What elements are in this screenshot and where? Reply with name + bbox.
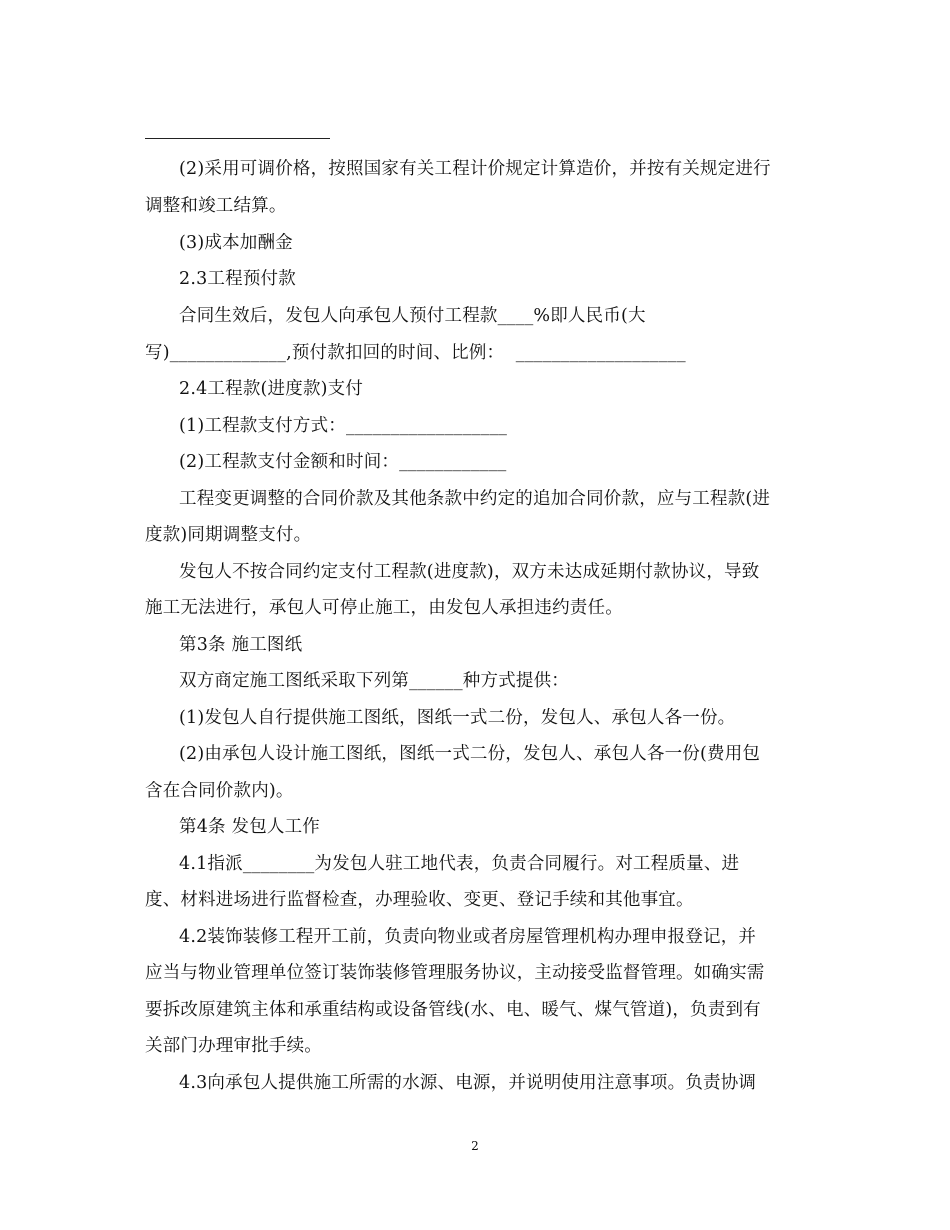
text-line: 度款)同期调整支付。 bbox=[145, 525, 312, 545]
text-line: 发包人不按合同约定支付工程款(进度款)，双方未达成延期付款协议，导致 bbox=[179, 562, 760, 582]
text-line: (1)发包人自行提供施工图纸，图纸一式二份，发包人、承包人各一份。 bbox=[179, 708, 736, 728]
text-line: (2)工程款支付金额和时间：____________ bbox=[179, 452, 507, 472]
text-line: (2)由承包人设计施工图纸，图纸一式二份，发包人、承包人各一份(费用包 bbox=[179, 744, 761, 764]
article-heading: 第4条 发包人工作 bbox=[179, 817, 320, 837]
text-line: 含在合同价款内)。 bbox=[145, 781, 294, 801]
text-line: 施工无法进行，承包人可停止施工，由发包人承担违约责任。 bbox=[145, 598, 623, 618]
section-heading: 2.3工程预付款 bbox=[179, 269, 296, 289]
text-line: 工程变更调整的合同价款及其他条款中约定的追加合同价款，应与工程款(进 bbox=[179, 489, 771, 509]
text-line: (3)成本加酬金 bbox=[179, 233, 293, 253]
text-line: 关部门办理审批手续。 bbox=[145, 1036, 322, 1056]
text-line: 4.2装饰装修工程开工前，负责向物业或者房屋管理机构办理申报登记，并 bbox=[179, 927, 757, 947]
text-line: 4.3向承包人提供施工所需的水源、电源，并说明使用注意事项。负责协调 bbox=[179, 1073, 757, 1093]
text-line: 双方商定施工图纸采取下列第______种方式提供： bbox=[179, 671, 569, 691]
text-line: (2)采用可调价格，按照国家有关工程计价规定计算造价，并按有关规定进行 bbox=[179, 159, 771, 179]
page-number: 2 bbox=[471, 1139, 479, 1153]
top-divider-rule bbox=[145, 138, 330, 139]
article-heading: 第3条 施工图纸 bbox=[179, 635, 303, 655]
text-line: (1)工程款支付方式：__________________ bbox=[179, 416, 508, 436]
section-heading: 2.4工程款(进度款)支付 bbox=[179, 379, 364, 399]
text-line: 要拆改原建筑主体和承重结构或设备管线(水、电、暖气、煤气管道)，负责到有 bbox=[145, 1000, 761, 1020]
text-line: 调整和竣工结算。 bbox=[145, 196, 287, 216]
text-line: 写)_____________,预付款扣回的时间、比例： ___________________ bbox=[145, 343, 686, 363]
text-line: 合同生效后，发包人向承包人预付工程款____%即人民币(大 bbox=[179, 306, 646, 326]
text-line: 度、材料进场进行监督检查，办理验收、变更、登记手续和其他事宜。 bbox=[145, 890, 694, 910]
text-line: 4.1指派________为发包人驻工地代表，负责合同履行。对工程质量、进 bbox=[179, 854, 740, 874]
text-line: 应当与物业管理单位签订装饰装修管理服务协议，主动接受监督管理。如确实需 bbox=[145, 963, 765, 983]
